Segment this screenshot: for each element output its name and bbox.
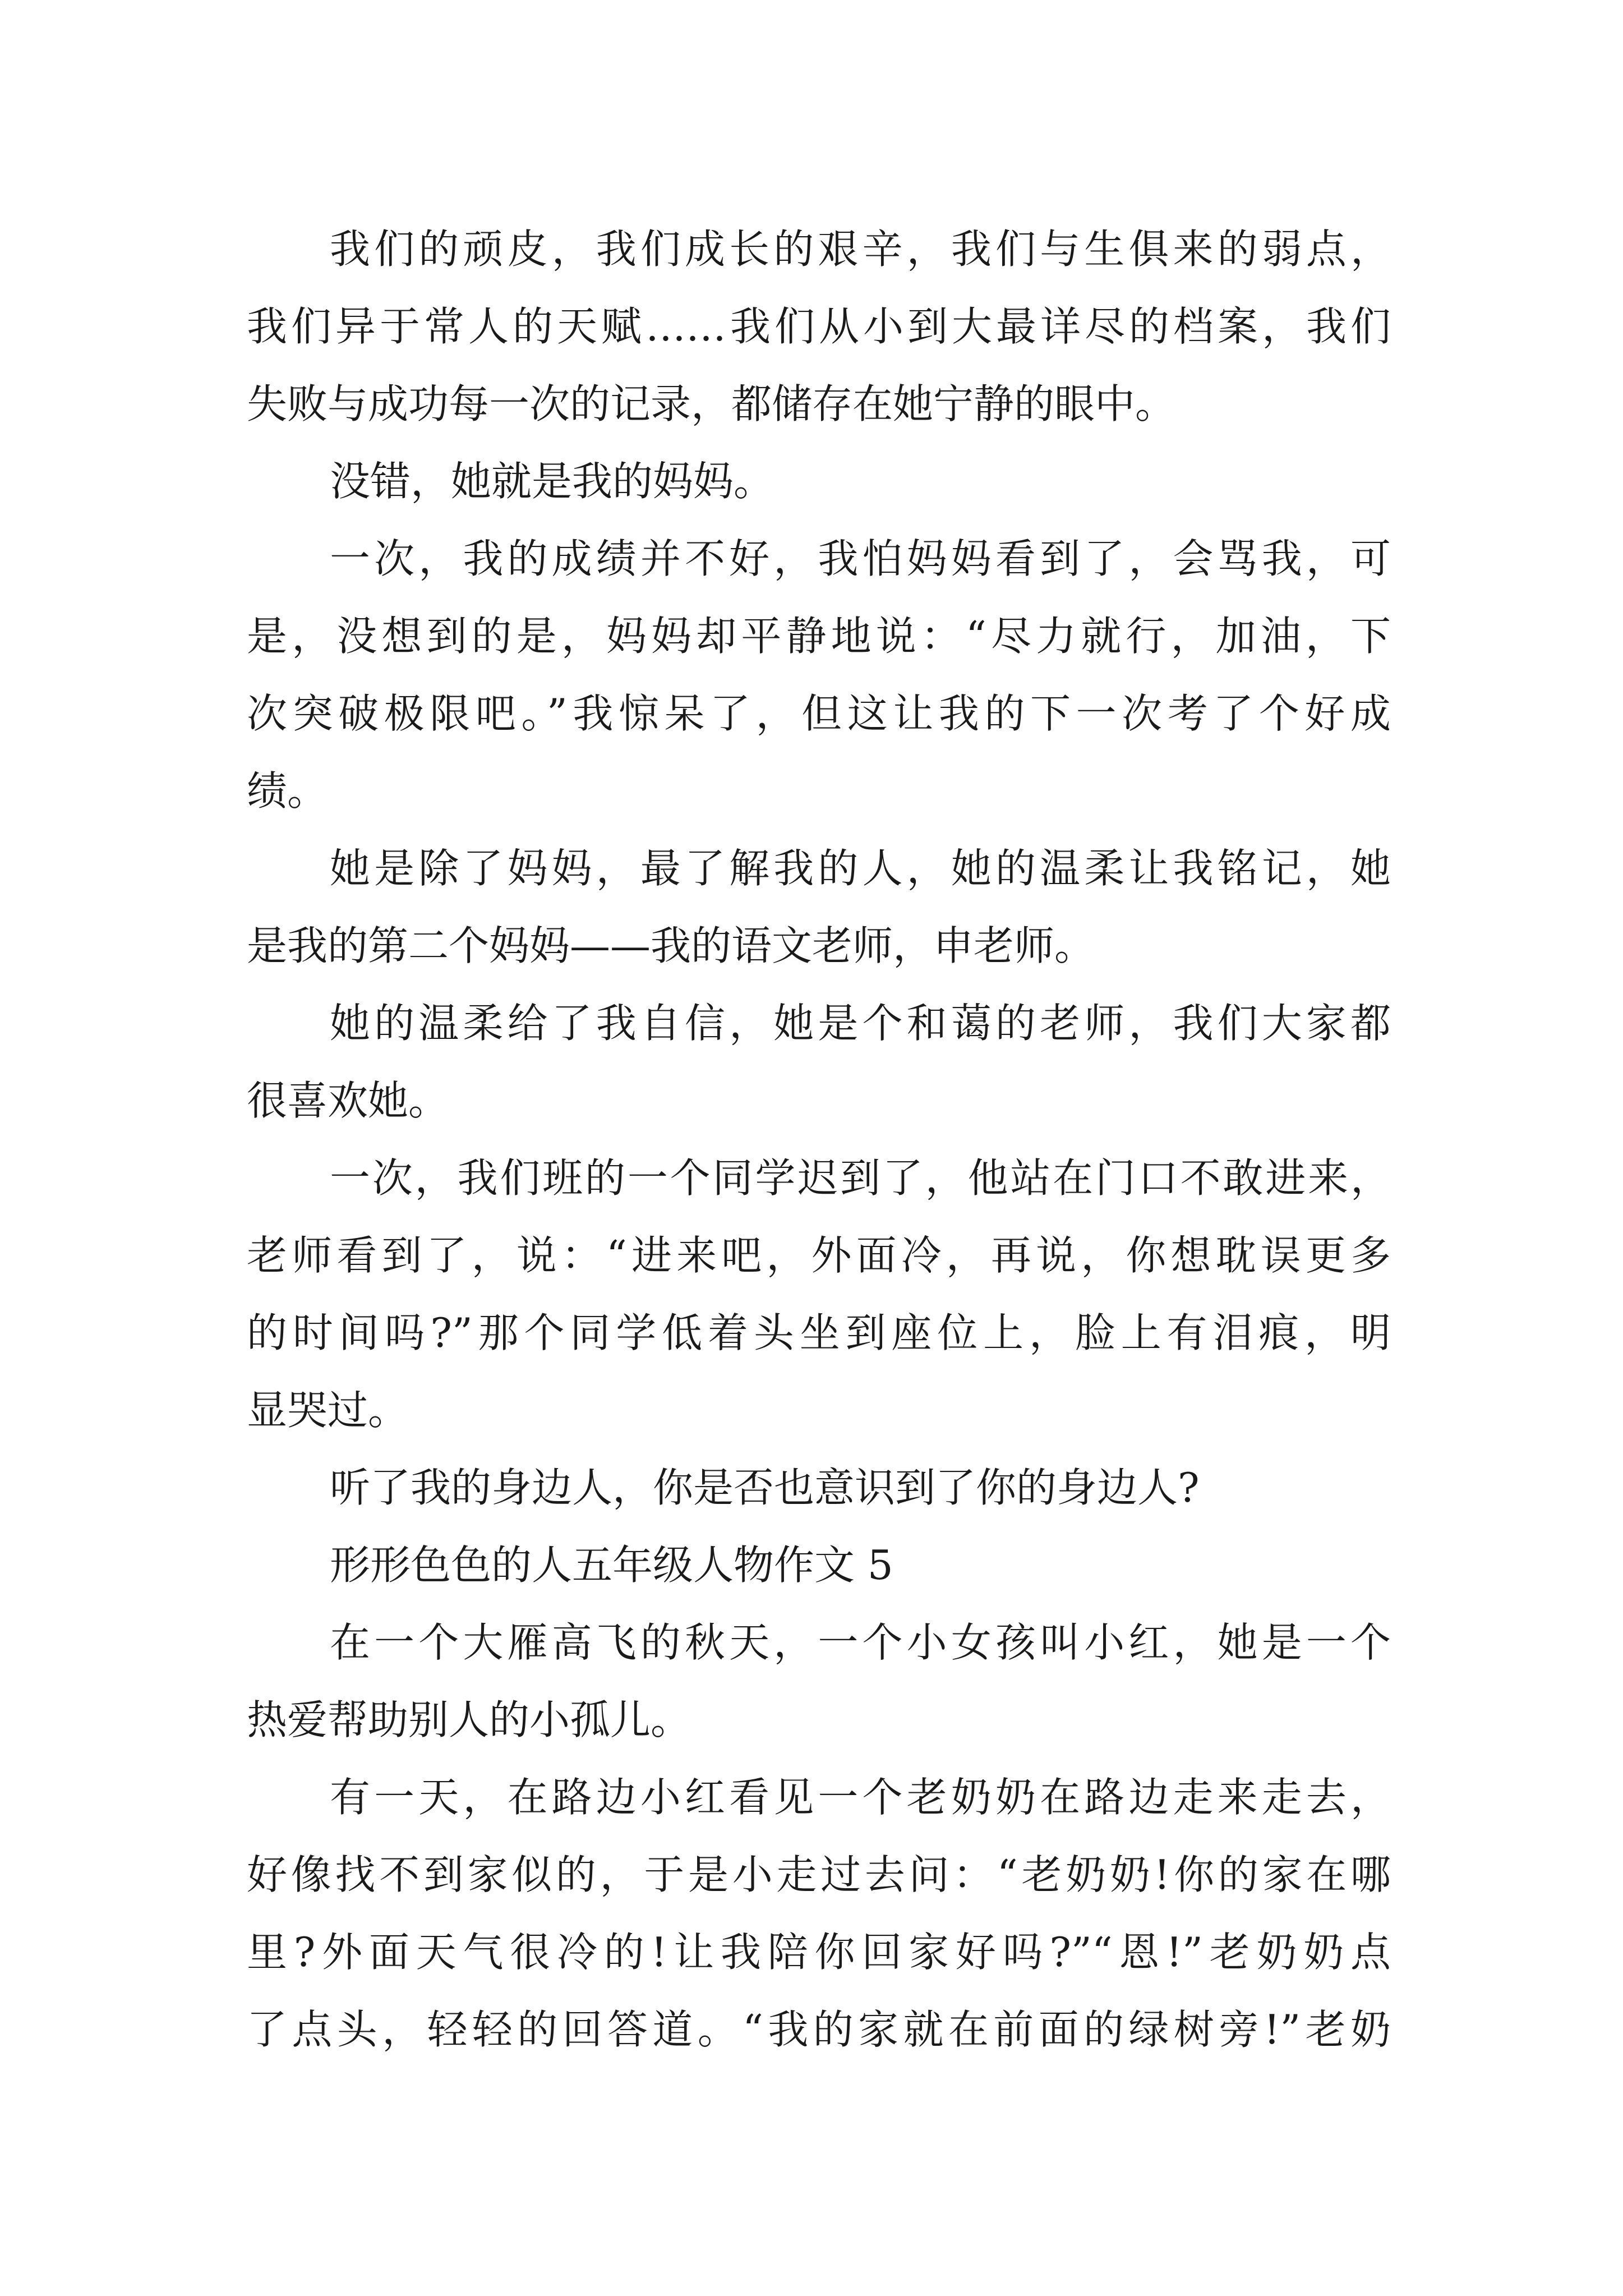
paragraph-line: 一次，我们班的一个同学迟到了，他站在门口不敢进来， bbox=[330, 1154, 1391, 1202]
paragraph-line: 是，没想到的是，妈妈却平静地说：“尽力就行，加油，下 bbox=[247, 613, 1391, 660]
paragraph-line: 我们异于常人的天赋……我们从小到大最详尽的档案，我们 bbox=[247, 303, 1391, 350]
paragraph-line: 好像找不到家似的，于是小走过去问：“老奶奶!你的家在哪 bbox=[247, 1851, 1391, 1898]
paragraph-line: 绩。 bbox=[247, 767, 328, 815]
paragraph-line: 热爱帮助别人的小孤儿。 bbox=[247, 1696, 691, 1743]
paragraph-line: 了点头，轻轻的回答道。“我的家就在前面的绿树旁!”老奶 bbox=[247, 2006, 1391, 2053]
paragraph-line: 失败与成功每一次的记录，都储存在她宁静的眼中。 bbox=[247, 380, 1176, 427]
paragraph-line: 显哭过。 bbox=[247, 1387, 409, 1434]
paragraph-line: 很喜欢她。 bbox=[247, 1077, 449, 1124]
paragraph-line: 没错，她就是我的妈妈。 bbox=[330, 458, 774, 505]
paragraph-line: 是我的第二个妈妈——我的语文老师，申老师。 bbox=[247, 922, 1095, 969]
paragraph-line: 在一个大雁高飞的秋天，一个小女孩叫小红，她是一个 bbox=[330, 1619, 1391, 1666]
paragraph-line: 她的温柔给了我自信，她是个和蔼的老师，我们大家都 bbox=[330, 1000, 1391, 1047]
document-body bbox=[247, 210, 1391, 2068]
paragraph-line: 她是除了妈妈，最了解我的人，她的温柔让我铭记，她 bbox=[330, 845, 1391, 892]
paragraph-line: 一次，我的成绩并不好，我怕妈妈看到了，会骂我，可 bbox=[330, 535, 1391, 582]
paragraph-line: 里?外面天气很冷的!让我陪你回家好吗?”“恩!”老奶奶点 bbox=[247, 1929, 1391, 1976]
paragraph-line: 的时间吗?”那个同学低着头坐到座位上，脸上有泪痕，明 bbox=[247, 1309, 1391, 1356]
paragraph-line: 听了我的身边人，你是否也意识到了你的身边人? bbox=[330, 1464, 1200, 1511]
paragraph-line: 有一天，在路边小红看见一个老奶奶在路边走来走去， bbox=[330, 1774, 1391, 1821]
paragraph-line: 我们的顽皮，我们成长的艰辛，我们与生俱来的弱点， bbox=[330, 226, 1391, 273]
paragraph-line: 老师看到了，说：“进来吧，外面冷，再说，你想耽误更多 bbox=[247, 1232, 1391, 1279]
section-heading: 形形色色的人五年级人物作文 5 bbox=[330, 1542, 893, 1589]
paragraph-line: 次突破极限吧。”我惊呆了，但这让我的下一次考了个好成 bbox=[247, 690, 1391, 737]
